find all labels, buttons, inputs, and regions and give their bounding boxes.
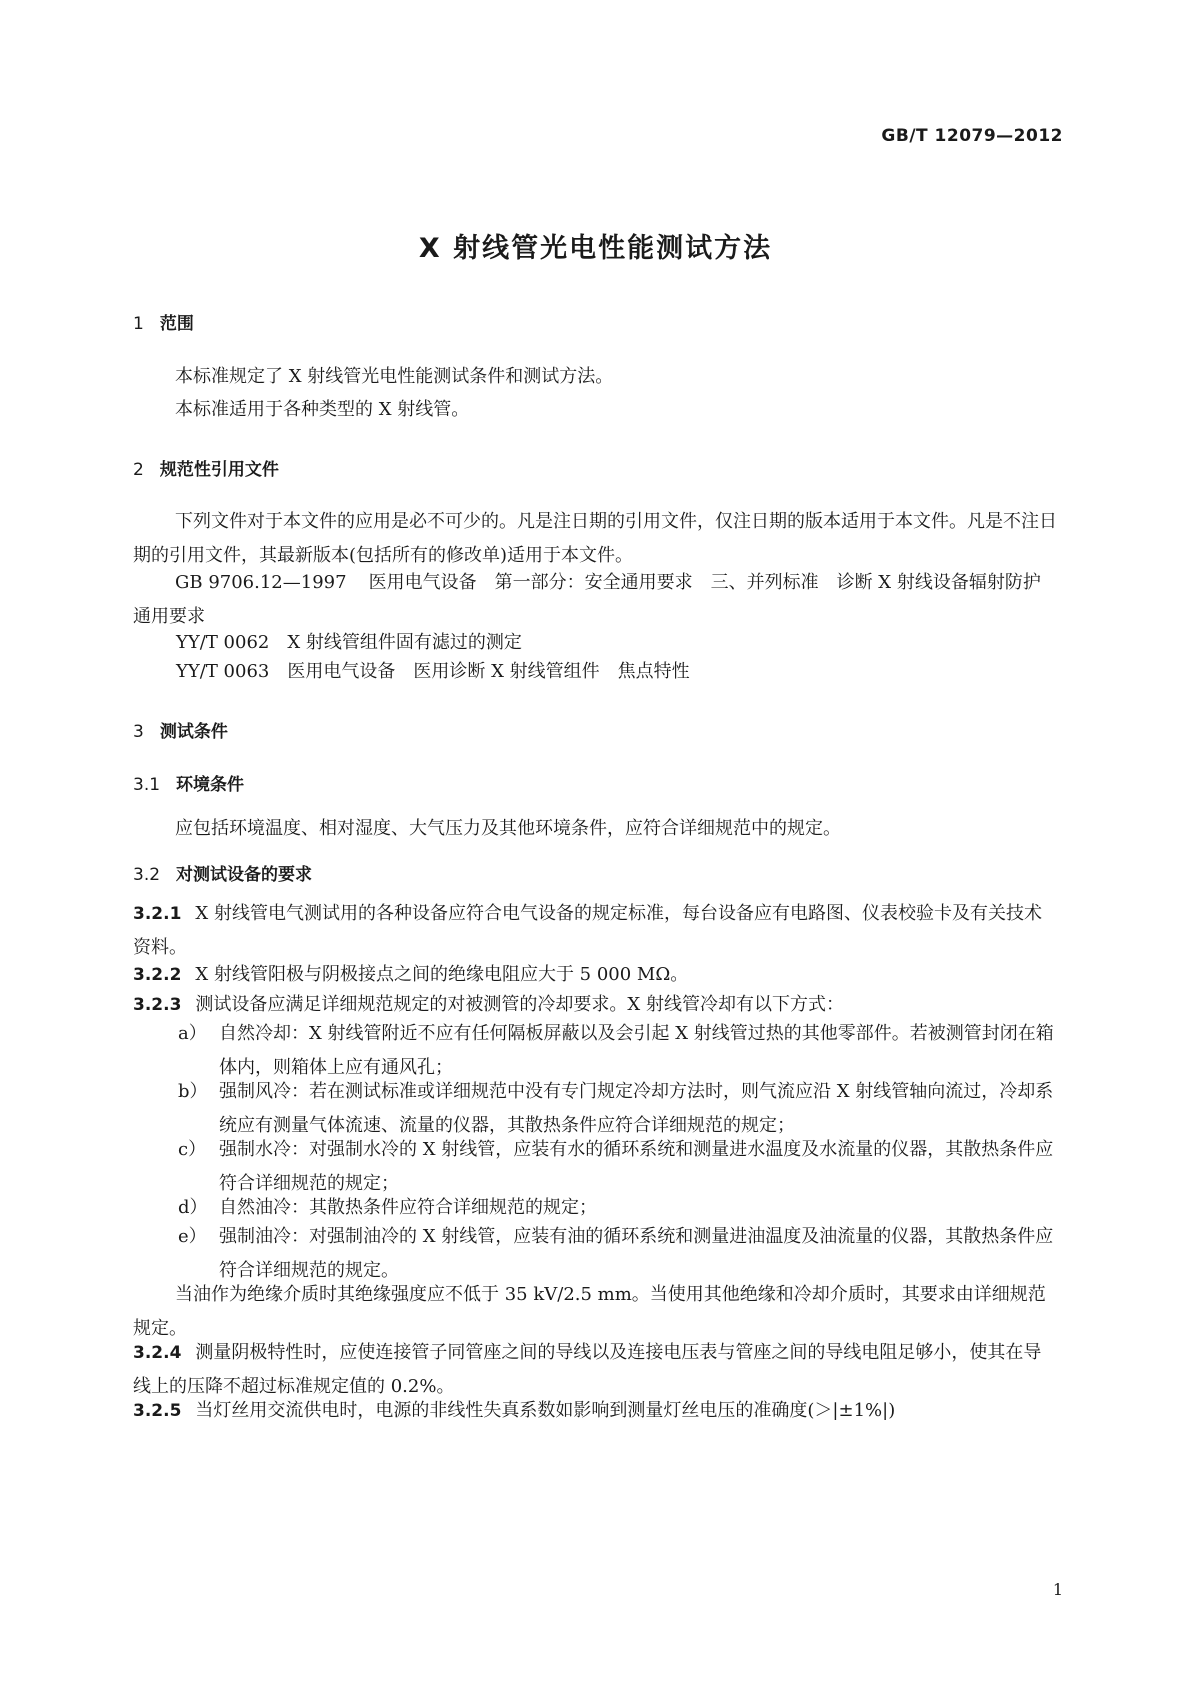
clause-number: 3.2.2 (133, 965, 182, 985)
section-title: 对测试设备的要求 (176, 865, 313, 885)
section-1-heading (133, 309, 194, 334)
list-item-label: b） (178, 1081, 208, 1102)
list-item-label: c） (178, 1139, 207, 1160)
reference-code: YY/T 0062 (176, 632, 270, 653)
section-1-paragraph-2: 本标准适用于各种类型的 X 射线管。 (175, 399, 470, 420)
reference-code: GB 9706.12—1997 (175, 572, 347, 593)
clause-text: X 射线管阳极与阴极接点之间的绝缘电阻应大于 5 000 MΩ。 (195, 964, 689, 985)
clause-text: 当灯丝用交流供电时，电源的非线性失真系数如影响到测量灯丝电压的准确度(＞|±1%|) (195, 1400, 896, 1421)
clause-3-2-5 (133, 1394, 1058, 1428)
section-3-2-heading (133, 860, 312, 885)
reference-code: YY/T 0063 (176, 661, 270, 682)
clause-text: 测试设备应满足详细规范规定的对被测管的冷却要求。X 射线管冷却有以下方式： (195, 994, 844, 1015)
list-item-text: 强制油冷：对强制油冷的 X 射线管，应装有油的循环系统和测量进油温度及油流量的仪器，其散热条件应符合详细规范的规定。 (219, 1226, 1054, 1281)
clause-3-2-1 (133, 897, 1058, 965)
clause-text: 测量阴极特性时，应使连接管子同管座之间的导线以及连接电压表与管座之间的导线电阻足够小，使其在导线上的压降不超过标准规定值的 0.2%。 (133, 1342, 1042, 1397)
clause-number: 3.2.4 (133, 1343, 182, 1363)
list-item-text: 强制风冷：若在测试标准或详细规范中没有专门规定冷却方法时，则气流应沿 X 射线管轴向流过，冷却系统应有测量气体流速、流量的仪器，其散热条件应符合详细规范的规定； (219, 1081, 1054, 1136)
section-2-heading (133, 455, 279, 480)
standard-code: GB/T 12079—2012 (881, 126, 1063, 146)
section-number: 3.1 (133, 775, 161, 795)
clause-3-2-2 (133, 958, 1058, 992)
document-title: X 射线管光电性能测试方法 (418, 233, 773, 264)
page-number: 1 (1052, 1580, 1063, 1599)
section-title: 规范性引用文件 (159, 460, 279, 480)
list-item-label: d） (178, 1197, 208, 1218)
list-item-label: a） (178, 1023, 207, 1044)
section-3-1-paragraph: 应包括环境温度、相对湿度、大气压力及其他环境条件，应符合详细规范中的规定。 (175, 818, 841, 839)
section-number: 3 (133, 722, 144, 742)
reference-item (176, 657, 690, 683)
clause-text: X 射线管电气测试用的各种设备应符合电气设备的规定标准，每台设备应有电路图、仪表校验卡及有关技术资料。 (133, 903, 1042, 958)
list-item-label: e） (178, 1226, 207, 1247)
section-number: 3.2 (133, 865, 161, 885)
section-3-1-heading (133, 770, 244, 795)
list-item-text: 强制水冷：对强制水冷的 X 射线管，应装有水的循环系统和测量进水温度及水流量的仪器，其散热条件应符合详细规范的规定； (219, 1139, 1054, 1194)
section-title: 环境条件 (176, 775, 245, 795)
clause-number: 3.2.3 (133, 995, 182, 1015)
clause-number: 3.2.1 (133, 904, 182, 924)
list-item-text: 自然冷却：X 射线管附近不应有任何隔板屏蔽以及会引起 X 射线管过热的其他零部件。若被测管封闭在箱体内，则箱体上应有通风孔； (219, 1023, 1054, 1078)
reference-title: 医用电气设备 第一部分：安全通用要求 三、并列标准 诊断 X 射线设备辐射防护通用要求 (133, 572, 1041, 627)
clause-3-2-3-note: 当油作为绝缘介质时其绝缘强度应不低于 35 kV/2.5 mm。当使用其他绝缘和冷却介质时，其要求由详细规范规定。 (133, 1284, 1046, 1339)
section-title: 测试条件 (159, 722, 228, 742)
reference-item (176, 628, 522, 654)
section-2-paragraph-1: 下列文件对于本文件的应用是必不可少的。凡是注日期的引用文件，仅注日期的版本适用于本文件。凡是不注日期的引用文件，其最新版本(包括所有的修改单)适用于本文件。 (133, 511, 1057, 566)
section-title: 范围 (159, 314, 194, 334)
reference-item (133, 566, 1058, 634)
section-number: 1 (133, 314, 144, 334)
section-3-heading (133, 717, 228, 742)
list-item-text: 自然油冷：其散热条件应符合详细规范的规定； (219, 1197, 597, 1218)
reference-title: X 射线管组件固有滤过的测定 (287, 632, 522, 653)
reference-title: 医用电气设备 医用诊断 X 射线管组件 焦点特性 (287, 661, 690, 682)
clause-number: 3.2.5 (133, 1401, 182, 1421)
section-number: 2 (133, 460, 144, 480)
section-1-paragraph-1: 本标准规定了 X 射线管光电性能测试条件和测试方法。 (175, 366, 614, 387)
